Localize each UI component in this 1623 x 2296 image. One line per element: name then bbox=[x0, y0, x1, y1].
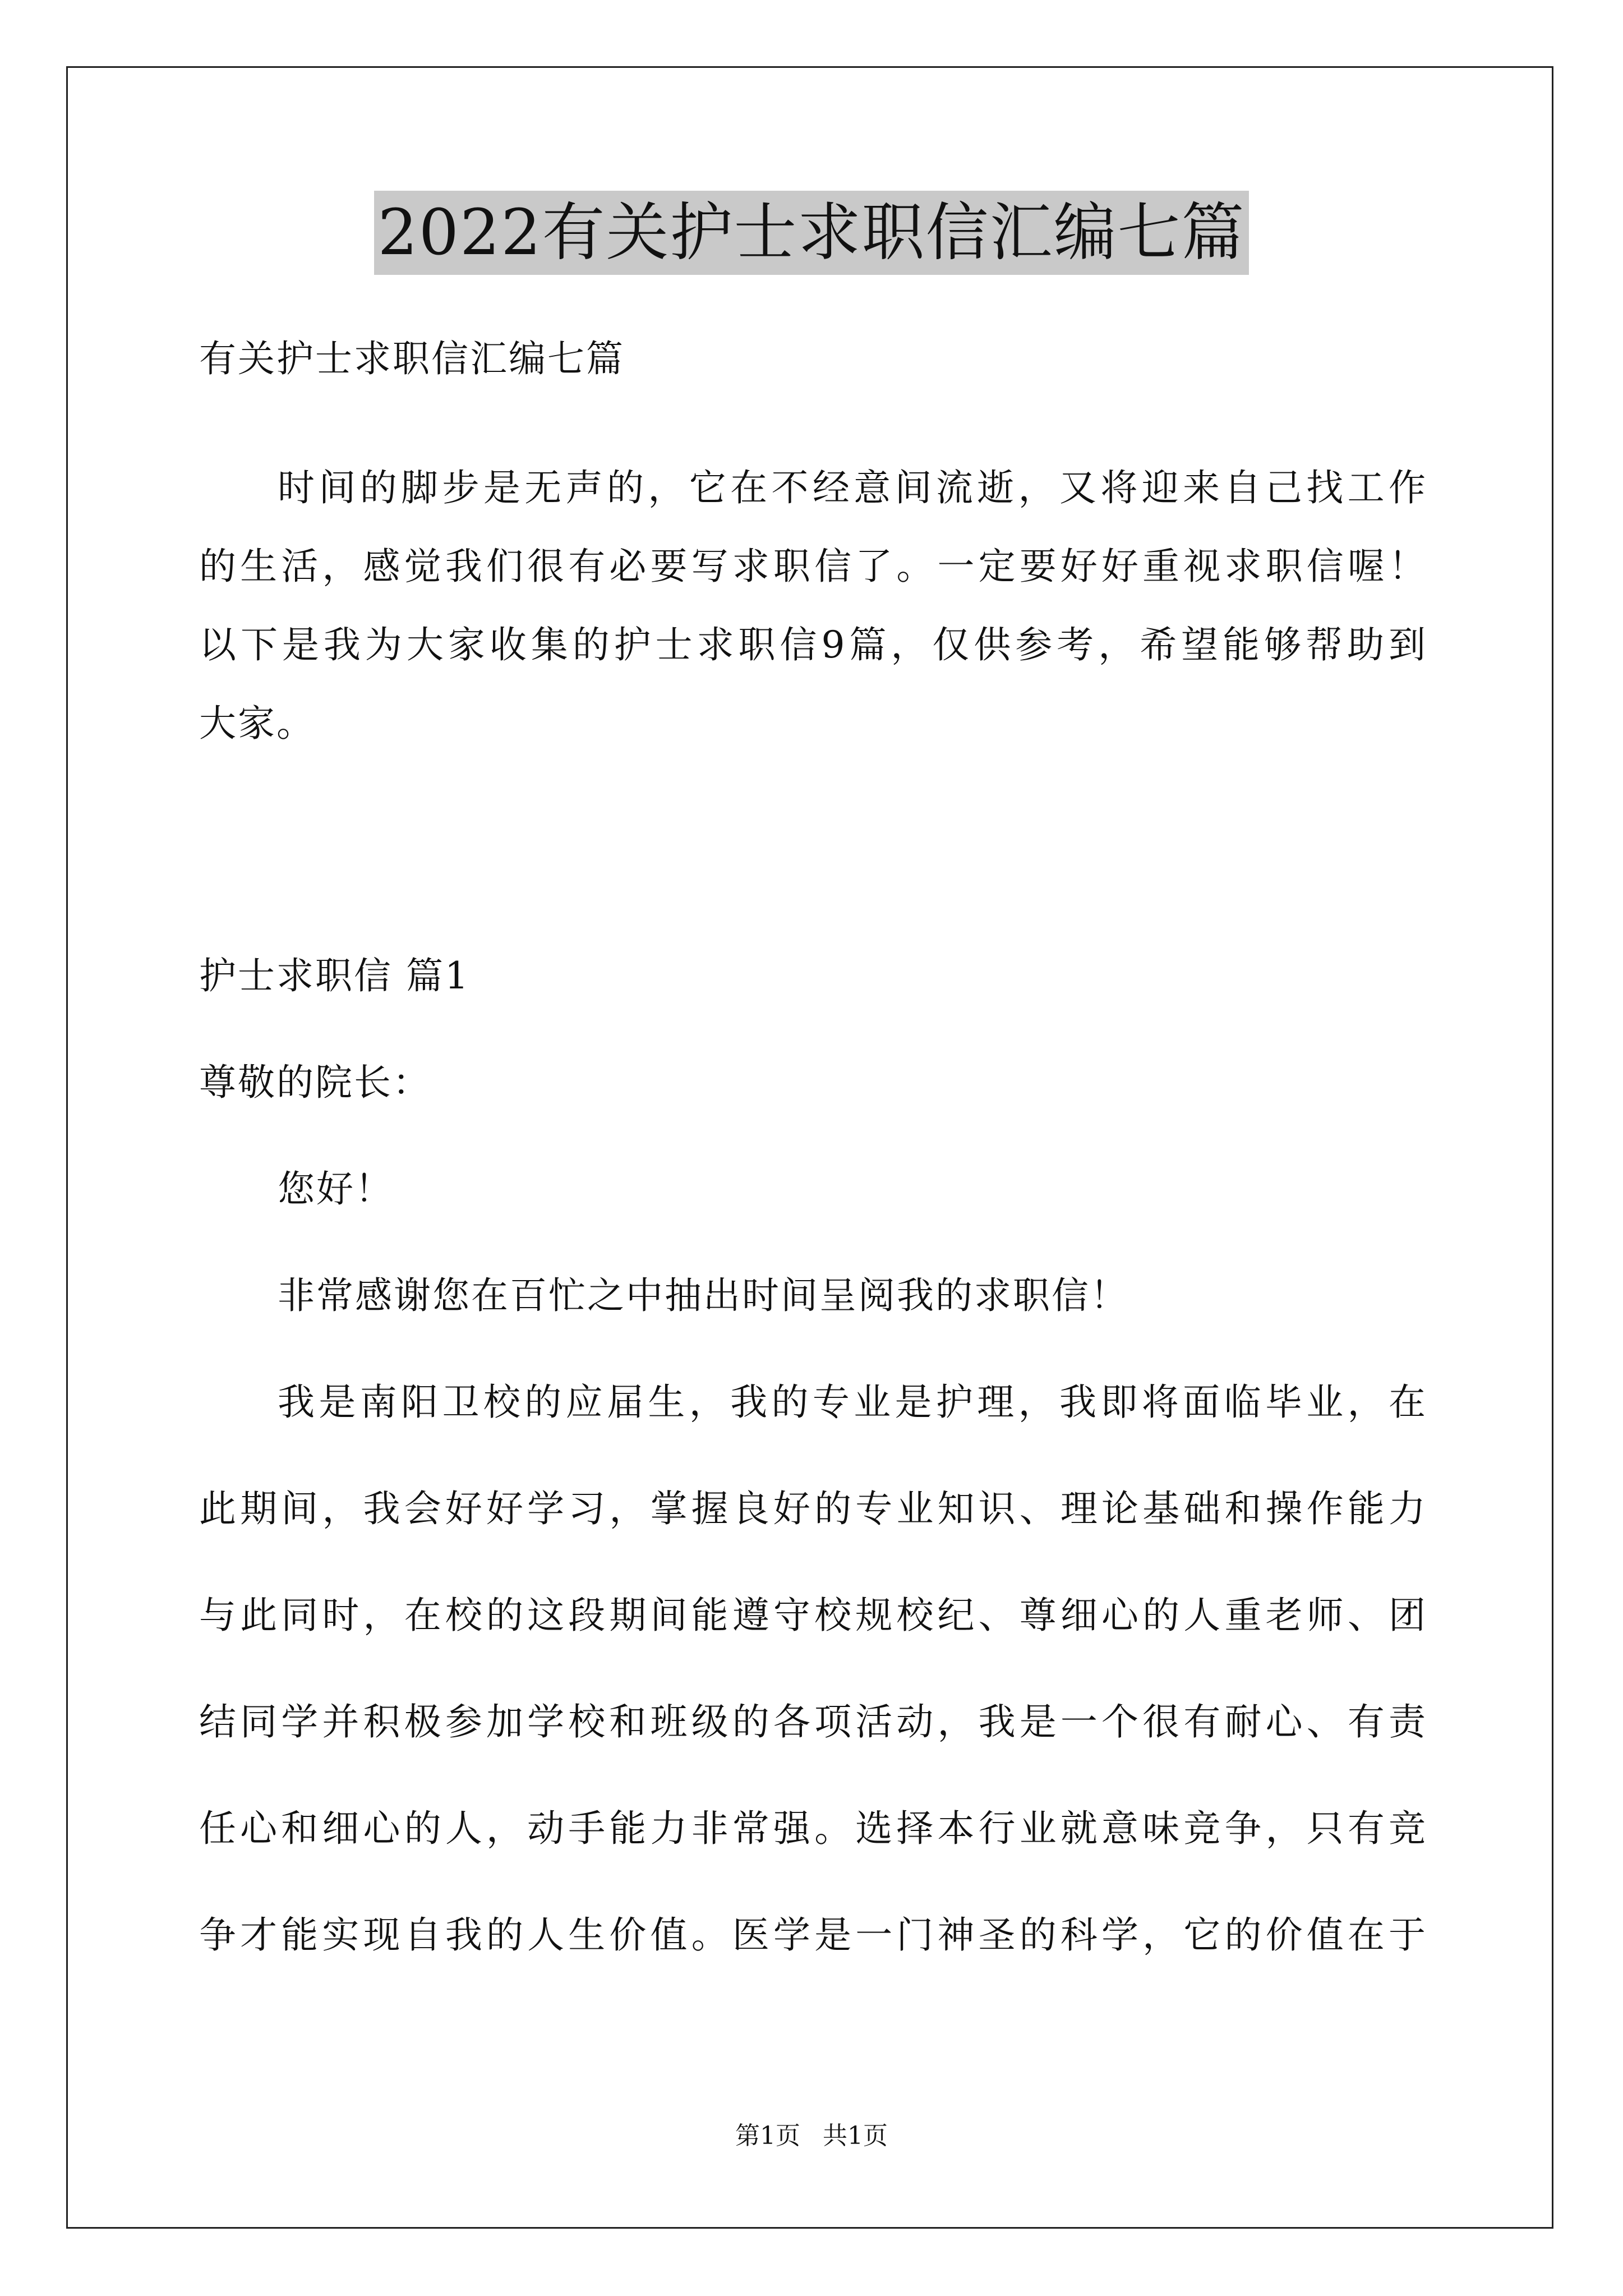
body-line-2: 此期间，我会好好学习，掌握良好的专业知识、理论基础和操作能力 bbox=[199, 1487, 1427, 1530]
title-container bbox=[0, 191, 1623, 275]
intro-line-2: 的生活，感觉我们很有必要写求职信了。一定要好好重视求职信喔！ bbox=[199, 545, 1427, 588]
intro-line-1: 时间的脚步是无声的，它在不经意间流逝，又将迎来自己找工作 bbox=[278, 466, 1427, 509]
page-footer bbox=[0, 2119, 1623, 2153]
intro-line-3: 以下是我为大家收集的护士求职信9篇，仅供参考，希望能够帮助到 bbox=[199, 623, 1427, 666]
intro-line-4: 大家。 bbox=[199, 702, 315, 745]
body-line-4: 结同学并积极参加学校和班级的各项活动，我是一个很有耐心、有责 bbox=[199, 1700, 1427, 1743]
document-body bbox=[199, 331, 1427, 1963]
page-number: 第1页 bbox=[735, 2122, 800, 2150]
thanks-line: 非常感谢您在百忙之中抽出时间呈阅我的求职信！ bbox=[278, 1274, 1129, 1317]
document-title: 2022有关护士求职信汇编七篇 bbox=[374, 191, 1248, 275]
greeting: 您好！ bbox=[278, 1167, 394, 1211]
section-heading: 护士求职信 篇1 bbox=[199, 954, 470, 997]
body-line-6: 争才能实现自我的人生价值。医学是一门神圣的科学，它的价值在于 bbox=[199, 1913, 1427, 1957]
body-line-5: 任心和细心的人，动手能力非常强。选择本行业就意味竞争，只有竞 bbox=[199, 1807, 1427, 1850]
body-line-1: 我是南阳卫校的应届生，我的专业是护理，我即将面临毕业，在 bbox=[278, 1381, 1427, 1424]
document-subtitle: 有关护士求职信汇编七篇 bbox=[199, 337, 625, 380]
body-line-3: 与此同时，在校的这段期间能遵守校规校纪、尊细心的人重老师、团 bbox=[199, 1594, 1427, 1637]
page-total: 共1页 bbox=[823, 2122, 888, 2150]
salutation: 尊敬的院长： bbox=[199, 1061, 431, 1104]
